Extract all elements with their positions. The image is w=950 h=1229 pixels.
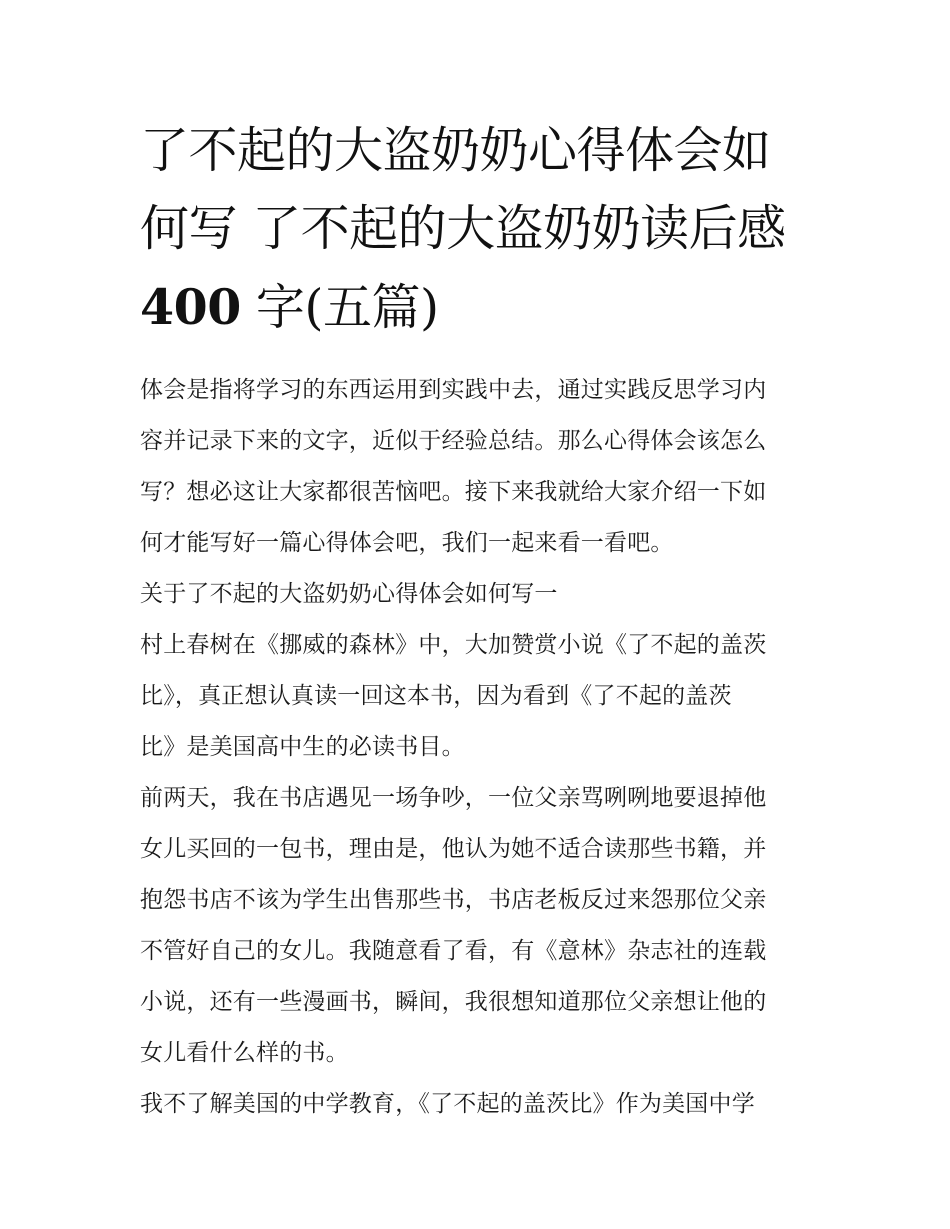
title-word-count: 400 (140, 278, 241, 336)
title-line-2: 何写 了不起的大盗奶奶读后感 (140, 200, 786, 257)
document-content (140, 112, 820, 1130)
text-line: 前两天，我在书店遇见一场争吵，一位父亲骂咧咧地要退掉他 (140, 785, 767, 811)
text-line: 我不了解美国的中学教育，《了不起的盖茨比》作为美国中学 (140, 1091, 755, 1117)
text-line: 体会是指将学习的东西运用到实践中去，通过实践反思学习内 (140, 377, 767, 403)
text-line: 女儿买回的一包书，理由是，他认为她不适合读那些书籍，并 (140, 836, 767, 862)
title-line-3 (140, 268, 820, 347)
paragraph-intro (140, 365, 820, 569)
text-line: 小说，还有一些漫画书，瞬间，我很想知道那位父亲想让他的 (140, 989, 767, 1015)
section-heading (140, 569, 820, 620)
title-line-1: 了不起的大盗奶奶心得体会如 (140, 122, 771, 179)
text-line: 不管好自己的女儿。我随意看了看，有《意林》杂志社的连载 (140, 938, 767, 964)
paragraph-3 (140, 1079, 820, 1130)
title-suffix: 字(五篇) (240, 279, 439, 336)
text-line: 比》是美国高中生的必读书目。 (140, 734, 465, 760)
text-line: 关于了不起的大盗奶奶心得体会如何写一 (140, 581, 558, 607)
text-line: 村上春树在《挪威的森林》中，大加赞赏小说《了不起的盖茨 (140, 632, 767, 658)
text-line: 抱怨书店不该为学生出售那些书，书店老板反过来怨那位父亲 (140, 887, 767, 913)
text-line: 容并记录下来的文字，近似于经验总结。那么心得体会该怎么 (140, 428, 767, 454)
text-line: 何才能写好一篇心得体会吧，我们一起来看一看吧。 (140, 530, 674, 556)
document-title (140, 112, 820, 347)
text-line: 写？想必这让大家都很苦恼吧。接下来我就给大家介绍一下如 (140, 479, 767, 505)
text-line: 女儿看什么样的书。 (140, 1040, 349, 1066)
paragraph-2 (140, 773, 820, 1079)
paragraph-1 (140, 620, 820, 773)
text-line: 比》，真正想认真读一回这本书，因为看到《了不起的盖茨 (140, 683, 732, 709)
